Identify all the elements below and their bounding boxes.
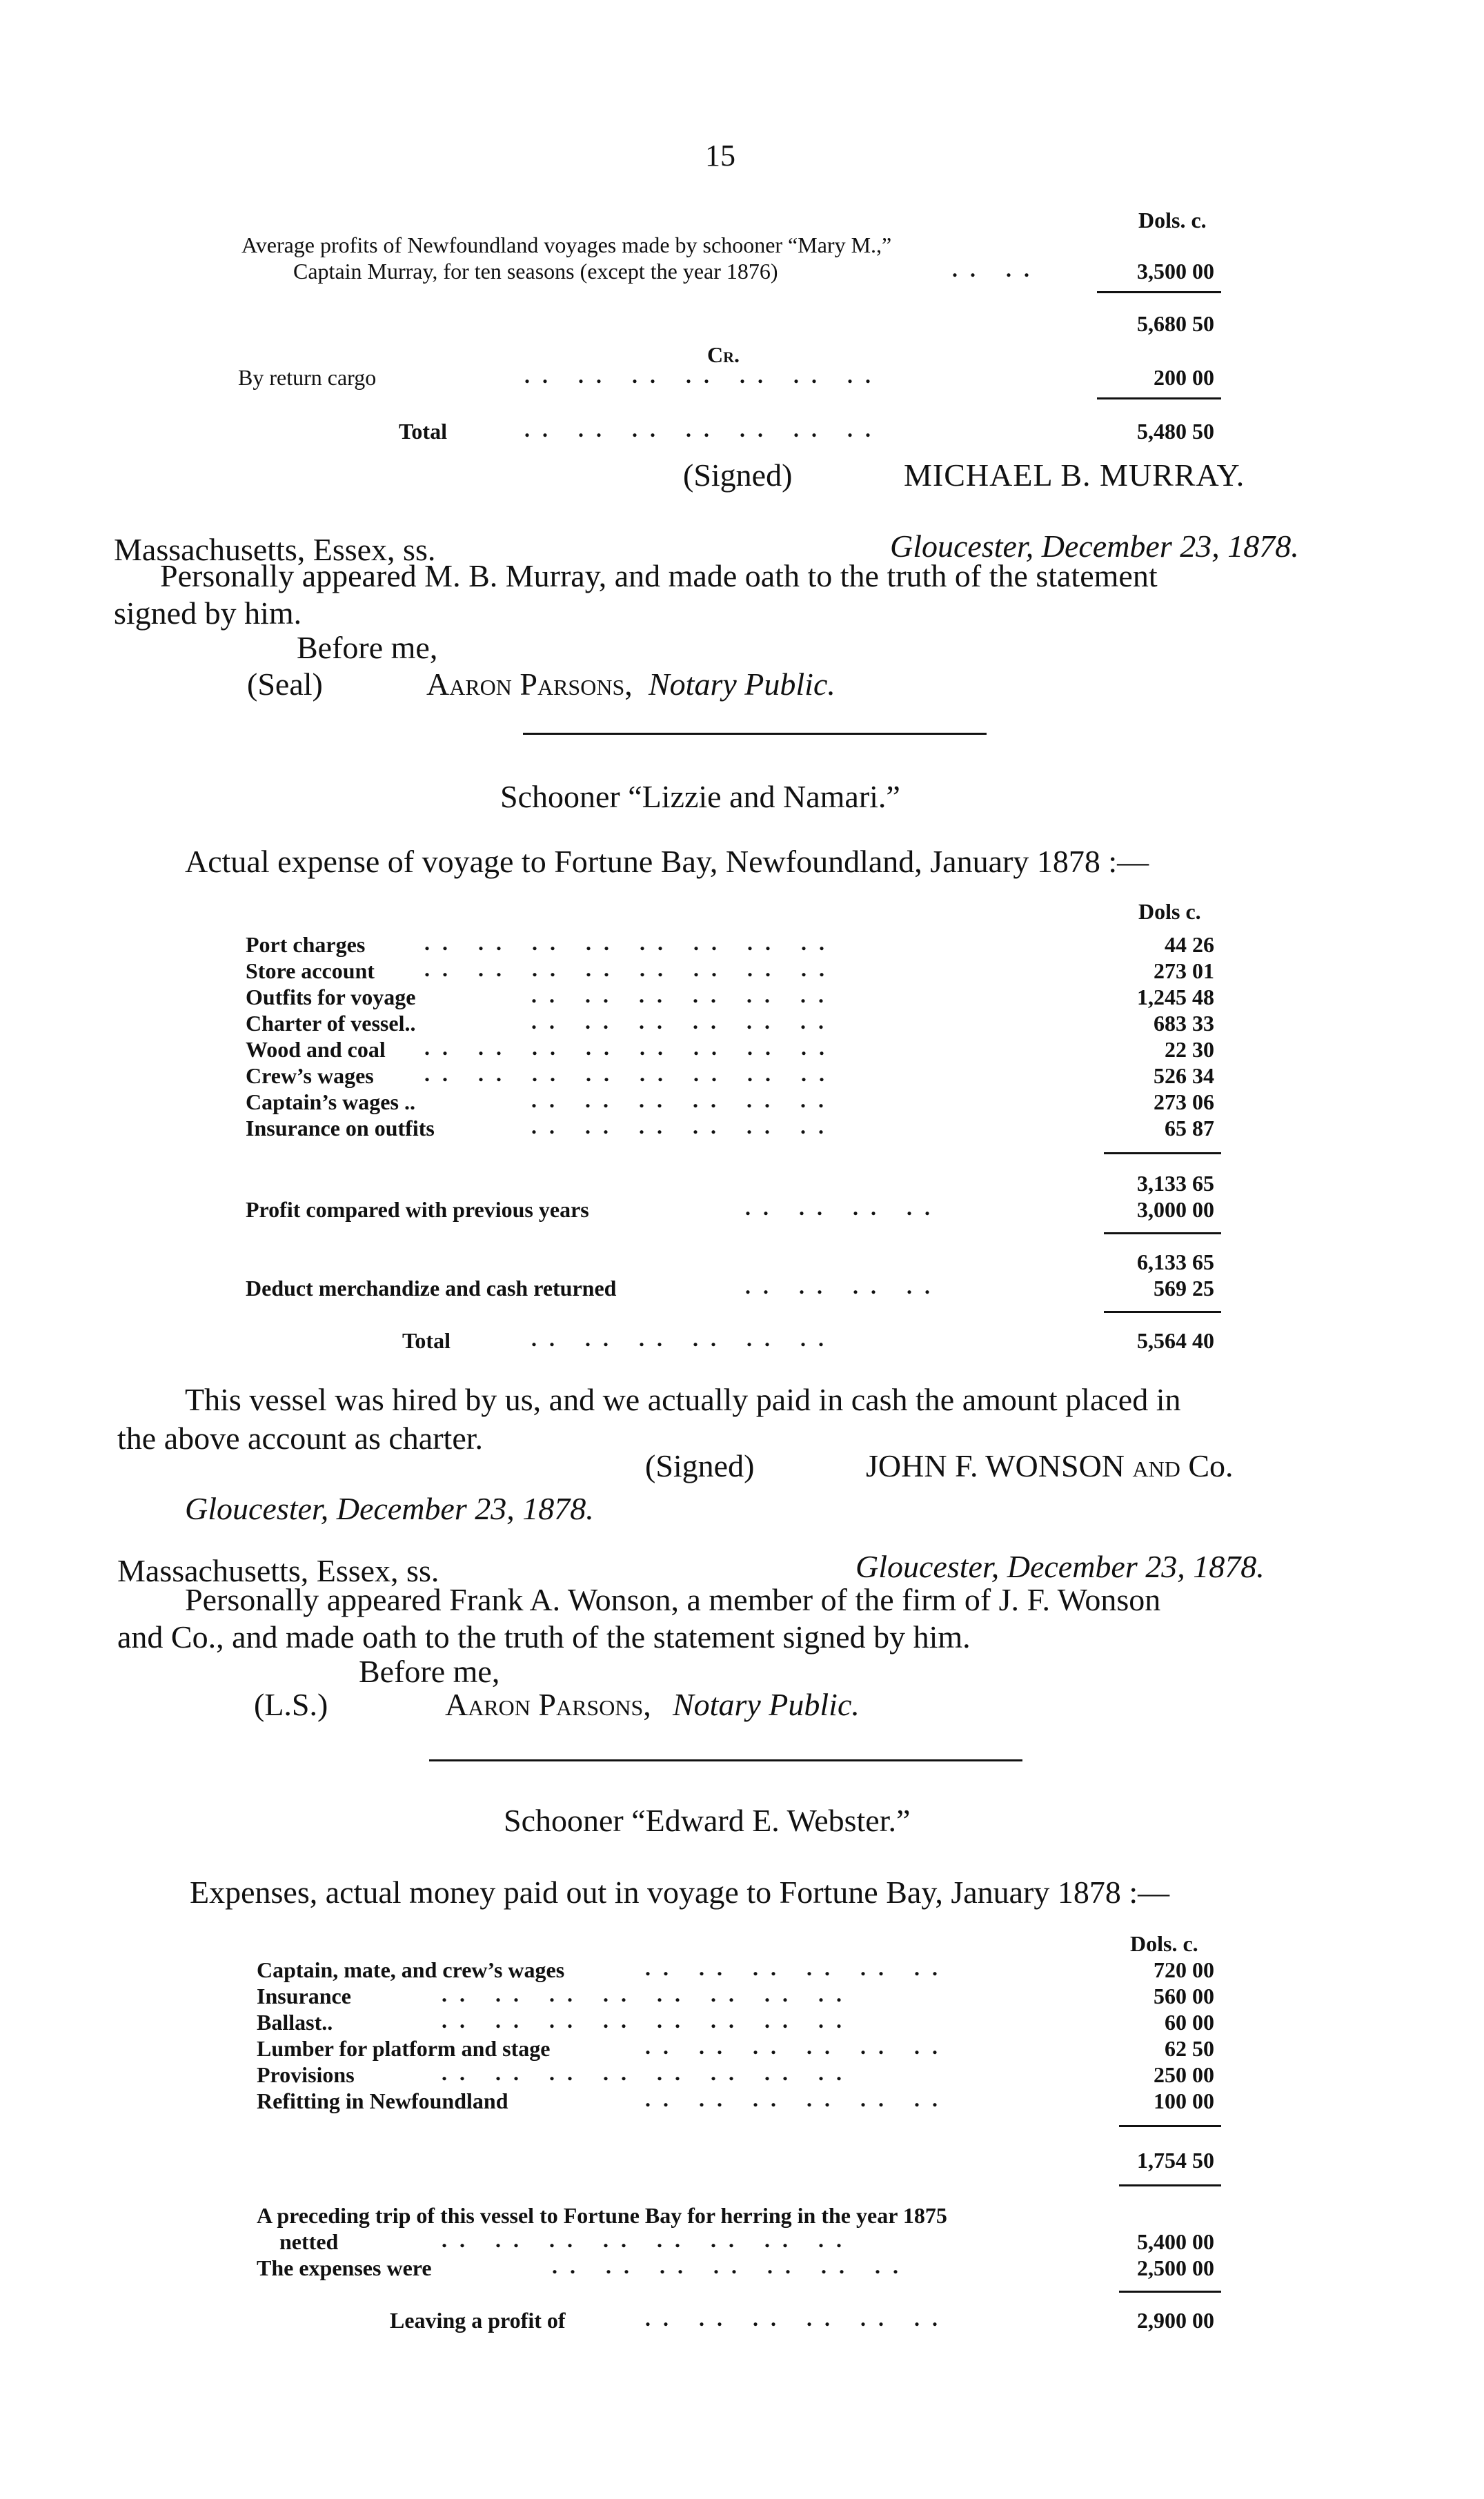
webster-preceding-line-2: netted (279, 2229, 339, 2254)
affidavit2-notary-name: Aaron Parsons, (445, 1687, 651, 1722)
lizzie-item-leader: .. .. .. .. .. .. .. .. (424, 1061, 837, 1086)
lizzie-item-leader: .. .. .. .. .. .. (531, 1087, 836, 1112)
affidavit1-seal: (Seal) (247, 666, 323, 702)
murray-col-header: Dols. c. (1138, 208, 1207, 233)
webster-item-leader: .. .. .. .. .. .. .. .. (442, 2008, 854, 2033)
lizzie-item-label: Wood and coal (246, 1037, 386, 1062)
webster-item-amount: 62 50 (1165, 2036, 1214, 2061)
webster-expenses-amount: 2,500 00 (1137, 2255, 1214, 2280)
webster-item-amount: 100 00 (1154, 2088, 1214, 2113)
murray-rule-2 (1097, 397, 1221, 399)
lizzie-subtitle: Actual expense of voyage to Fortune Bay, Newfoundland, January 1878 :— (185, 844, 1149, 879)
murray-return-label: By return cargo (238, 365, 377, 390)
webster-item-label: Ballast.. (257, 2010, 333, 2035)
webster-preceding-leader: .. .. .. .. .. .. .. .. (442, 2227, 854, 2252)
webster-item-amount: 60 00 (1165, 2010, 1214, 2035)
webster-item-leader: .. .. .. .. .. .. (645, 2034, 950, 2059)
affidavit1-date: Gloucester, December 23, 1878. (890, 529, 1299, 564)
webster-item-label: Refitting in Newfoundland (257, 2088, 508, 2113)
lizzie-subtotal-1: 3,133 65 (1137, 1171, 1214, 1196)
lizzie-item-amount: 683 33 (1154, 1011, 1214, 1036)
murray-leader: .. .. (952, 257, 1042, 281)
webster-item-amount: 250 00 (1154, 2062, 1214, 2087)
affidavit1-notary-title: Notary Public. (649, 666, 835, 702)
lizzie-total-label: Total (402, 1328, 451, 1353)
webster-preceding-line-1: A preceding trip of this vessel to Fortune Bay for herring in the year 1875 (257, 2203, 947, 2228)
webster-item-leader: .. .. .. .. .. .. .. .. (442, 2060, 854, 2085)
lizzie-item-amount: 1,245 48 (1137, 985, 1214, 1009)
page-number: 15 (705, 139, 735, 172)
affidavit2-notary-title: Notary Public. (673, 1687, 860, 1722)
lizzie-item-leader: .. .. .. .. .. .. .. .. (424, 1035, 837, 1060)
affidavit2-before: Before me, (359, 1654, 500, 1689)
lizzie-item-amount: 273 01 (1154, 958, 1214, 983)
lizzie-subtotal-2: 6,133 65 (1137, 1250, 1214, 1274)
lizzie-rule-1 (1104, 1152, 1221, 1154)
webster-item-label: Lumber for platform and stage (257, 2036, 551, 2061)
affidavit1-place: Massachusetts, Essex, ss. (114, 532, 436, 567)
lizzie-item-label: Store account (246, 958, 375, 983)
murray-return-amount: 200 00 (1154, 365, 1214, 390)
lizzie-profit-label: Profit compared with previous years (246, 1197, 589, 1222)
murray-total-amount: 5,480 50 (1137, 419, 1214, 444)
lizzie-col-header: Dols c. (1138, 899, 1201, 924)
lizzie-item-amount: 44 26 (1165, 932, 1214, 957)
lizzie-note-line-2: the above account as charter. (117, 1421, 484, 1456)
lizzie-item-label: Charter of vessel.. (246, 1011, 416, 1036)
webster-item-label: Captain, mate, and crew’s wages (257, 1957, 565, 1982)
lizzie-signer-co: Co. (1188, 1448, 1234, 1483)
webster-item-leader: .. .. .. .. .. .. (645, 2086, 950, 2111)
affidavit2-line-1: Personally appeared Frank A. Wonson, a member of the firm of J. F. Wonson (185, 1582, 1161, 1617)
webster-expenses-label: The expenses were (257, 2255, 432, 2280)
lizzie-deduct-leader: .. .. .. .. (745, 1274, 942, 1298)
affidavit2-place: Massachusetts, Essex, ss. (117, 1553, 439, 1588)
lizzie-profit-amount: 3,000 00 (1137, 1197, 1214, 1222)
webster-profit-amount: 2,900 00 (1137, 2308, 1214, 2333)
affidavit1-notary-name: Aaron Parsons, (426, 666, 633, 702)
murray-line-2-amount: 3,500 00 (1137, 259, 1214, 284)
lizzie-date: Gloucester, December 23, 1878. (185, 1491, 594, 1526)
lizzie-rule-3 (1104, 1311, 1221, 1313)
webster-rule-2 (1119, 2184, 1221, 2186)
lizzie-item-leader: .. .. .. .. .. .. (531, 982, 836, 1007)
lizzie-signer-and: and (1132, 1448, 1180, 1483)
webster-expenses-leader: .. .. .. .. .. .. .. (552, 2253, 911, 2278)
webster-subtitle: Expenses, actual money paid out in voyage to Fortune Bay, January 1878 :— (190, 1875, 1170, 1910)
lizzie-total-amount: 5,564 40 (1137, 1328, 1214, 1353)
murray-rule-1 (1097, 291, 1221, 293)
lizzie-item-label: Insurance on outfits (246, 1116, 435, 1140)
webster-item-leader: .. .. .. .. .. .. .. .. (442, 1982, 854, 2006)
webster-title: Schooner “Edward E. Webster.” (504, 1803, 911, 1838)
lizzie-item-label: Outfits for voyage (246, 985, 416, 1009)
lizzie-item-amount: 526 34 (1154, 1063, 1214, 1088)
lizzie-item-leader: .. .. .. .. .. .. .. .. (424, 956, 837, 981)
lizzie-note-line-1: This vessel was hired by us, and we actually paid in cash the amount placed in (185, 1382, 1181, 1417)
lizzie-item-label: Captain’s wages .. (246, 1089, 415, 1114)
lizzie-item-leader: .. .. .. .. .. .. .. .. (424, 930, 837, 955)
affidavit2-date: Gloucester, December 23, 1878. (855, 1549, 1265, 1584)
webster-col-header: Dols. c. (1130, 1931, 1198, 1956)
affidavit1-line-1: Personally appeared M. B. Murray, and made oath to the truth of the statement (160, 558, 1158, 593)
webster-item-label: Insurance (257, 1984, 351, 2008)
webster-item-label: Provisions (257, 2062, 355, 2087)
webster-preceding-amount: 5,400 00 (1137, 2229, 1214, 2254)
affidavit1-line-2: signed by him. (114, 595, 302, 631)
webster-rule-3 (1119, 2291, 1221, 2293)
lizzie-item-label: Port charges (246, 932, 366, 957)
murray-subtotal: 5,680 50 (1137, 311, 1214, 336)
lizzie-rule-2 (1104, 1232, 1221, 1234)
murray-signed: (Signed) (683, 457, 793, 493)
webster-profit-leader: .. .. .. .. .. .. (645, 2306, 950, 2331)
lizzie-title: Schooner “Lizzie and Namari.” (500, 779, 900, 814)
lizzie-item-label: Crew’s wages (246, 1063, 374, 1088)
affidavit2-seal: (L.S.) (254, 1687, 328, 1722)
webster-subtotal: 1,754 50 (1137, 2148, 1214, 2173)
lizzie-item-leader: .. .. .. .. .. .. (531, 1114, 836, 1138)
lizzie-signer (866, 1448, 1234, 1485)
lizzie-profit-leader: .. .. .. .. (745, 1195, 942, 1220)
murray-total-leader: .. .. .. .. .. .. .. (524, 417, 883, 442)
lizzie-deduct-label: Deduct merchandize and cash returned (246, 1276, 617, 1301)
lizzie-item-amount: 273 06 (1154, 1089, 1214, 1114)
lizzie-signer-name: JOHN F. WONSON (866, 1448, 1125, 1483)
section-divider-2 (429, 1759, 1022, 1761)
murray-total-label: Total (399, 419, 447, 444)
lizzie-total-leader: .. .. .. .. .. .. (531, 1326, 836, 1351)
webster-item-leader: .. .. .. .. .. .. (645, 1955, 950, 1980)
webster-item-amount: 720 00 (1154, 1957, 1214, 1982)
lizzie-item-amount: 65 87 (1165, 1116, 1214, 1140)
webster-rule-1 (1119, 2125, 1221, 2127)
murray-return-leader: .. .. .. .. .. .. .. (524, 363, 883, 388)
lizzie-item-leader: .. .. .. .. .. .. (531, 1009, 836, 1034)
murray-line-2: Captain Murray, for ten seasons (except the year 1876) (293, 259, 778, 284)
webster-item-amount: 560 00 (1154, 1984, 1214, 2008)
webster-profit-label: Leaving a profit of (390, 2308, 566, 2333)
lizzie-signed: (Signed) (645, 1448, 755, 1483)
murray-cr-label: Cr. (707, 342, 740, 367)
murray-signer: MICHAEL B. MURRAY. (904, 457, 1245, 493)
murray-line-1: Average profits of Newfoundland voyages made by schooner “Mary M.,” (241, 233, 892, 257)
affidavit1-before: Before me, (297, 630, 438, 665)
lizzie-deduct-amount: 569 25 (1154, 1276, 1214, 1301)
section-divider-1 (523, 733, 987, 735)
lizzie-item-amount: 22 30 (1165, 1037, 1214, 1062)
affidavit2-line-2: and Co., and made oath to the truth of the statement signed by him. (117, 1619, 971, 1655)
